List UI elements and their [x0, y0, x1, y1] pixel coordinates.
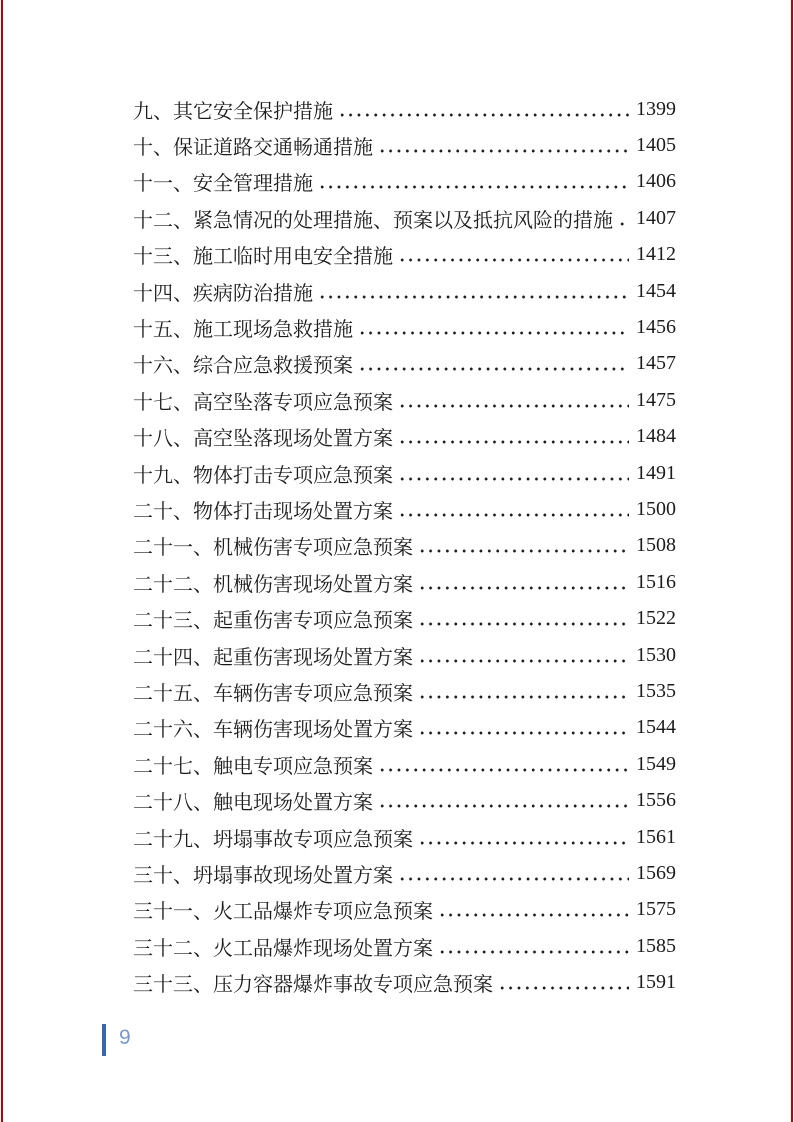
- dot-leader: [438, 913, 629, 917]
- footer-accent-bar: [102, 1024, 106, 1056]
- toc-entry-title: 二十八、触电现场处置方案: [133, 792, 373, 815]
- toc-entry-page-number: 1530: [636, 643, 676, 666]
- toc-entry-page-number: 1457: [636, 352, 676, 375]
- toc-entry-title: 十二、紧急情况的处理措施、预案以及抵抗风险的措施: [133, 209, 613, 232]
- dot-leader: [418, 731, 629, 735]
- toc-entry: [133, 564, 676, 600]
- toc-entry: [133, 528, 676, 564]
- toc-entry-page-number: 1561: [636, 825, 676, 848]
- dot-leader: [418, 695, 629, 699]
- toc-entry-title: 二十一、机械伤害专项应急预案: [133, 537, 413, 560]
- toc-entry-title: 三十一、火工品爆炸专项应急预案: [133, 901, 433, 924]
- toc-entry-page-number: 1522: [636, 607, 676, 630]
- toc-entry-page-number: 1585: [636, 934, 676, 957]
- toc-entry-title: 十三、施工临时用电安全措施: [133, 246, 393, 269]
- dot-leader: [498, 986, 629, 990]
- toc-entry: [133, 419, 676, 455]
- toc-entry-page-number: 1454: [636, 279, 676, 302]
- toc-entry-title: 三十二、火工品爆炸现场处置方案: [133, 937, 433, 960]
- toc-entry: [133, 892, 676, 928]
- toc-entry-page-number: 1500: [636, 497, 676, 520]
- dot-leader: [378, 768, 629, 772]
- toc-entry-title: 三十三、压力容器爆炸事故专项应急预案: [133, 974, 493, 997]
- toc-entry-title: 二十、物体打击现场处置方案: [133, 500, 393, 523]
- dot-leader: [358, 367, 629, 371]
- dot-leader: [618, 222, 629, 226]
- dot-leader: [418, 841, 629, 845]
- dot-leader: [398, 513, 629, 517]
- toc-entry: [133, 964, 676, 1000]
- toc-entry-page-number: 1535: [636, 679, 676, 702]
- right-page-edge-line: [791, 0, 793, 1122]
- toc-entry: [133, 710, 676, 746]
- toc-entry-title: 二十五、车辆伤害专项应急预案: [133, 682, 413, 705]
- toc-entry-title: 二十二、机械伤害现场处置方案: [133, 573, 413, 596]
- dot-leader: [318, 185, 629, 189]
- toc-entry: [133, 164, 676, 200]
- toc-entry-title: 十七、高空坠落专项应急预案: [133, 391, 393, 414]
- toc-entry: [133, 237, 676, 273]
- toc-entry-page-number: 1399: [636, 97, 676, 120]
- toc-entry: [133, 491, 676, 527]
- toc-entry-title: 二十九、坍塌事故专项应急预案: [133, 828, 413, 851]
- toc-entry-page-number: 1456: [636, 316, 676, 339]
- toc-entry-title: 三十、坍塌事故现场处置方案: [133, 864, 393, 887]
- toc-entry-page-number: 1556: [636, 789, 676, 812]
- toc-entry: [133, 455, 676, 491]
- toc-entry-page-number: 1569: [636, 861, 676, 884]
- toc-entry-page-number: 1491: [636, 461, 676, 484]
- toc-entry: [133, 928, 676, 964]
- toc-entry: [133, 637, 676, 673]
- toc-entry-title: 二十七、触电专项应急预案: [133, 755, 373, 778]
- table-of-contents: [133, 91, 676, 1001]
- left-page-edge-line: [1, 0, 3, 1122]
- toc-entry-title: 十四、疾病防治措施: [133, 282, 313, 305]
- toc-entry-title: 十八、高空坠落现场处置方案: [133, 428, 393, 451]
- toc-entry: [133, 346, 676, 382]
- dot-leader: [398, 404, 629, 408]
- dot-leader: [398, 877, 629, 881]
- toc-entry-title: 二十四、起重伤害现场处置方案: [133, 646, 413, 669]
- toc-entry: [133, 855, 676, 891]
- toc-entry-page-number: 1575: [636, 898, 676, 921]
- toc-entry-page-number: 1591: [636, 971, 676, 994]
- toc-entry-title: 十一、安全管理措施: [133, 173, 313, 196]
- toc-entry: [133, 782, 676, 818]
- toc-entry-page-number: 1516: [636, 570, 676, 593]
- toc-entry-title: 二十六、车辆伤害现场处置方案: [133, 719, 413, 742]
- dot-leader: [338, 113, 629, 117]
- toc-entry: [133, 273, 676, 309]
- toc-entry-title: 九、其它安全保护措施: [133, 100, 333, 123]
- dot-leader: [398, 477, 629, 481]
- dot-leader: [418, 622, 629, 626]
- dot-leader: [398, 258, 629, 262]
- toc-entry: [133, 819, 676, 855]
- dot-leader: [438, 950, 629, 954]
- page-number: 9: [119, 1026, 131, 1049]
- toc-entry: [133, 309, 676, 345]
- toc-entry-page-number: 1484: [636, 425, 676, 448]
- toc-entry-page-number: 1508: [636, 534, 676, 557]
- dot-leader: [418, 549, 629, 553]
- dot-leader: [398, 440, 629, 444]
- toc-entry: [133, 746, 676, 782]
- toc-entry-page-number: 1544: [636, 716, 676, 739]
- toc-entry-title: 十九、物体打击专项应急预案: [133, 464, 393, 487]
- toc-entry-page-number: 1407: [636, 206, 676, 229]
- dot-leader: [418, 586, 629, 590]
- dot-leader: [378, 804, 629, 808]
- dot-leader: [418, 659, 629, 663]
- dot-leader: [318, 295, 629, 299]
- toc-entry: [133, 382, 676, 418]
- toc-entry: [133, 200, 676, 236]
- toc-entry-title: 十六、综合应急救援预案: [133, 355, 353, 378]
- toc-entry-page-number: 1549: [636, 752, 676, 775]
- dot-leader: [378, 149, 629, 153]
- toc-entry: [133, 127, 676, 163]
- toc-entry-page-number: 1405: [636, 134, 676, 157]
- toc-entry-page-number: 1412: [636, 243, 676, 266]
- toc-entry-page-number: 1475: [636, 388, 676, 411]
- dot-leader: [358, 331, 629, 335]
- toc-entry-title: 十、保证道路交通畅通措施: [133, 137, 373, 160]
- toc-entry-title: 二十三、起重伤害专项应急预案: [133, 610, 413, 633]
- toc-entry: [133, 91, 676, 127]
- toc-entry-title: 十五、施工现场急救措施: [133, 319, 353, 342]
- toc-entry: [133, 600, 676, 636]
- toc-entry-page-number: 1406: [636, 170, 676, 193]
- toc-entry: [133, 673, 676, 709]
